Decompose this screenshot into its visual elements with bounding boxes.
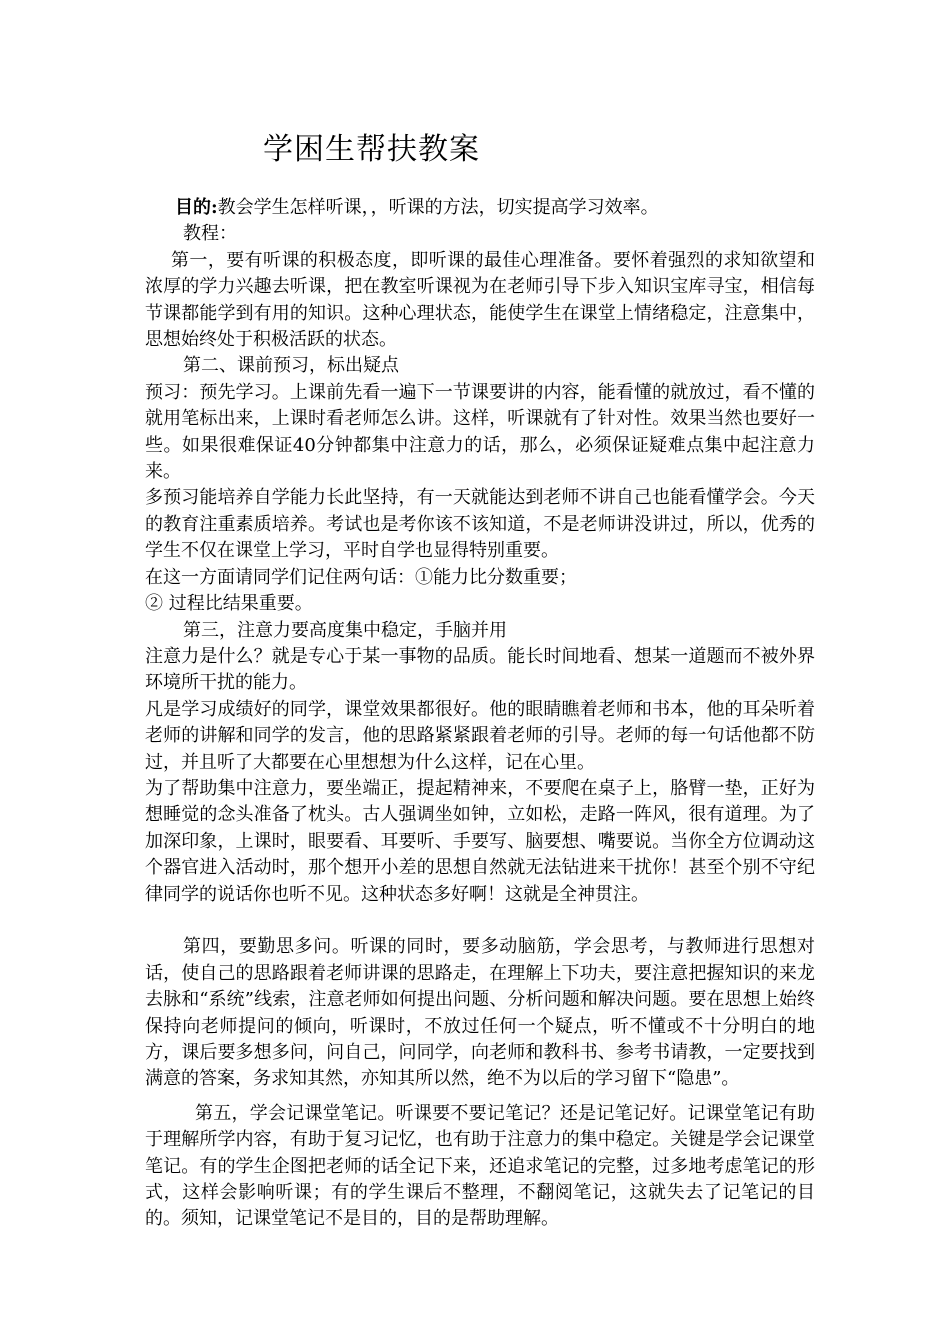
course-label: 教程： — [183, 223, 237, 245]
heading-second: 第二、课前预习，标出疑点 — [183, 355, 399, 377]
purpose-text: 教会学生怎样听课，，听课的方法，切实提高学习效率。 — [217, 197, 659, 218]
document-body — [145, 195, 815, 1233]
paragraph-fifth: 第五，学会记课堂笔记。听课要不要记笔记？还是记笔记好。记课堂笔记有助于理解所学内容，有助于复习记忆，也有助于注意力的集中稳定。关键是学会记课堂笔记。有的学生企图把老师的话全记下来，还追求笔记的完整，过多地考虑笔记的形式，这样会影响听课；有的学生课后不整理，不翻阅笔记，这就失去了记笔记的目的。须知，记课堂笔记不是目的，目的是帮助理解。 — [145, 1102, 815, 1230]
paragraph-process: ② 过程比结果重要。 — [145, 593, 313, 615]
paragraph-attention-definition: 注意力是什么？就是专心于某一事物的品质。能长时间地看、想某一道题而不被外界环境所干扰的能力。 — [145, 645, 815, 694]
paragraph-preview: 预习：预先学习。上课前先看一遍下一节课要讲的内容，能看懂的就放过，看不懂的就用笔标出来，上课时看老师怎么讲。这样，听课就有了针对性。效果当然也要好一些。如果很难保证40分钟都集中注意力的话，那么，必须保证疑难点集中起注意力来。 — [145, 381, 815, 483]
heading-third: 第三，注意力要高度集中稳定，手脑并用 — [183, 619, 507, 641]
purpose-label: 目的: — [175, 197, 218, 218]
document-title: 学困生帮扶教案 — [263, 132, 480, 167]
paragraph-fourth: 第四，要勤思多问。听课的同时，要多动脑筋，学会思考，与教师进行思想对话，使自己的思路跟着老师讲课的思路走，在理解上下功夫，要注意把握知识的来龙去脉和“系统”线索，注意老师如何提出问题、分析问题和解决问题。要在思想上始终保持向老师提问的倾向，听课时，不放过任何一个疑点，听不懂或不十分明白的地方，课后要多想多问，问自己，问同学，向老师和教科书、参考书请教，一定要找到满意的答案，务求知其然，亦知其所以然，绝不为以后的学习留下“隐患”。 — [145, 936, 815, 1090]
paragraph-self-study: 多预习能培养自学能力长此坚持，有一天就能达到老师不讲自己也能看懂学会。今天的教育注重素质培养。考试也是考你该不该知道，不是老师讲没讲过，所以，优秀的学生不仅在课堂上学习，平时自学也显得特别重要。 — [145, 487, 815, 562]
paragraph-two-sayings: 在这一方面请同学们记住两句话：①能力比分数重要； — [145, 566, 577, 588]
paragraph-first: 第一，要有听课的积极态度，即听课的最佳心理准备。要怀着强烈的求知欲望和浓厚的学力兴趣去听课，把在教室听课视为在老师引导下步入知识宝库寻宝，相信每节课都能学到有用的知识。这种心理状态，能使学生在课堂上情绪稳定，注意集中，思想始终处于积极活跃的状态。 — [145, 249, 815, 351]
paragraph-good-students: 凡是学习成绩好的同学，课堂效果都很好。他的眼睛瞧着老师和书本，他的耳朵听着老师的讲解和同学的发言，他的思路紧紧跟着老师的引导。老师的每一句话他都不防过，并且听了大都要在心里想想为什么这样，记在心里。 — [145, 698, 815, 773]
purpose-line — [145, 195, 815, 221]
paragraph-focus-tips: 为了帮助集中注意力，要坐端正，提起精神来，不要爬在桌子上，胳臂一垫，正好为想睡觉的念头准备了枕头。古人强调坐如钟，立如松，走路一阵风，很有道理。为了加深印象，上课时，眼要看、耳要听、手要写、脑要想、嘴要说。当你全方位调动这个器官进入活动时，那个想开小差的思想自然就无法钻进来干扰你！甚至个别不守纪律同学的说话你也听不见。这种状态多好啊！这就是全神贯注。 — [145, 777, 815, 905]
